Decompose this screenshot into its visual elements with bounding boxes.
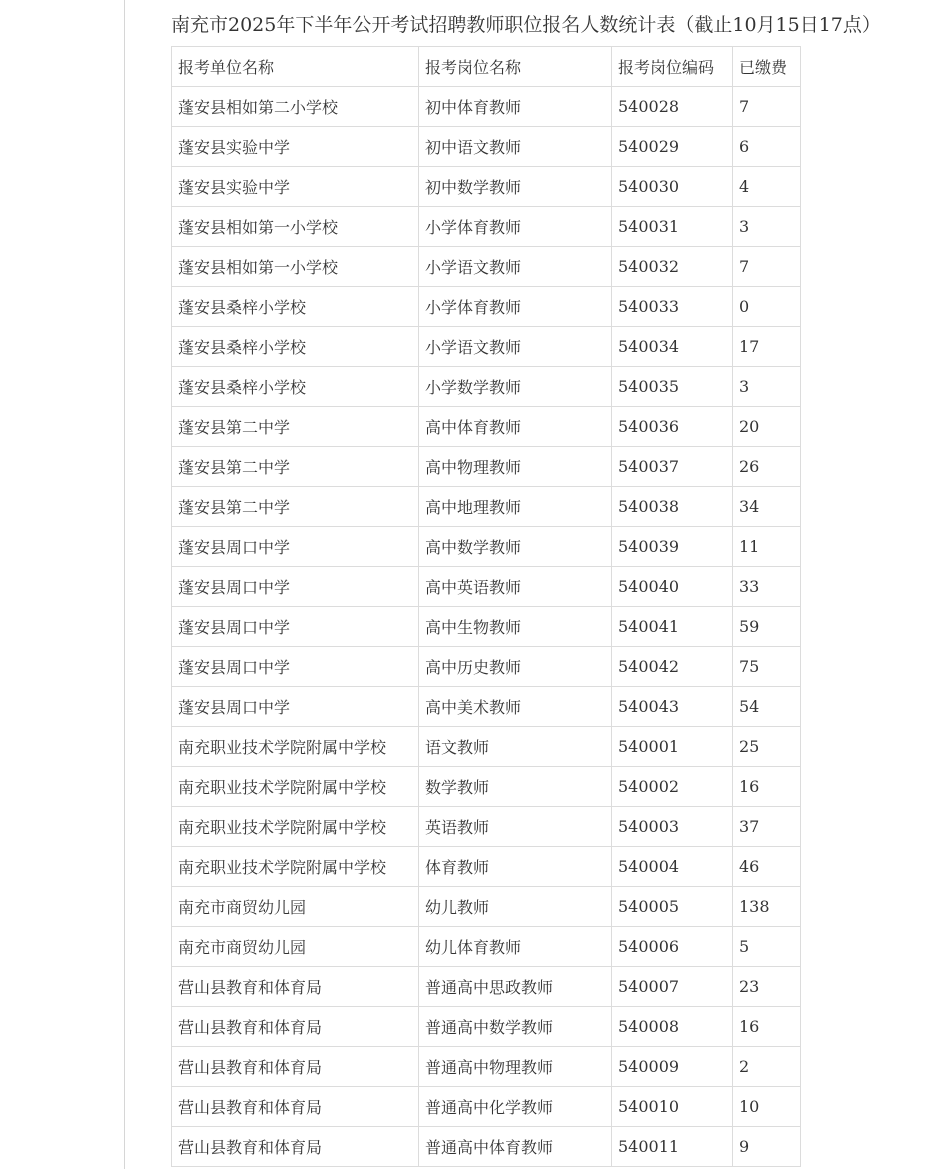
cell-paid-count: 34: [733, 487, 801, 527]
cell-unit-name: 营山县教育和体育局: [172, 1047, 419, 1087]
cell-position-code: 540005: [612, 887, 733, 927]
table-row: [172, 447, 801, 487]
cell-paid-count: 16: [733, 767, 801, 807]
cell-position-name: 高中数学教师: [419, 527, 612, 567]
cell-position-code: 540039: [612, 527, 733, 567]
cell-paid-count: 3: [733, 207, 801, 247]
table-row: [172, 847, 801, 887]
cell-paid-count: 4: [733, 167, 801, 207]
cell-paid-count: 2: [733, 1047, 801, 1087]
table-row: [172, 167, 801, 207]
cell-position-code: 540043: [612, 687, 733, 727]
cell-position-code: 540040: [612, 567, 733, 607]
cell-position-name: 幼儿教师: [419, 887, 612, 927]
cell-position-code: 540037: [612, 447, 733, 487]
cell-position-name: 体育教师: [419, 847, 612, 887]
cell-position-code: 540008: [612, 1007, 733, 1047]
table-row: [172, 407, 801, 447]
cell-position-code: 540011: [612, 1127, 733, 1167]
cell-paid-count: 20: [733, 407, 801, 447]
cell-unit-name: 蓬安县周口中学: [172, 567, 419, 607]
cell-unit-name: 蓬安县周口中学: [172, 687, 419, 727]
cell-unit-name: 蓬安县相如第一小学校: [172, 207, 419, 247]
cell-position-code: 540004: [612, 847, 733, 887]
cell-position-name: 高中生物教师: [419, 607, 612, 647]
cell-paid-count: 75: [733, 647, 801, 687]
table-header-row: [172, 47, 801, 87]
cell-position-code: 540032: [612, 247, 733, 287]
cell-position-name: 高中物理教师: [419, 447, 612, 487]
table-row: [172, 727, 801, 767]
cell-position-name: 小学数学教师: [419, 367, 612, 407]
table-row: [172, 927, 801, 967]
table-row: [172, 247, 801, 287]
table-row: [172, 767, 801, 807]
cell-paid-count: 9: [733, 1127, 801, 1167]
cell-unit-name: 南充职业技术学院附属中学校: [172, 727, 419, 767]
table-row: [172, 127, 801, 167]
cell-position-code: 540001: [612, 727, 733, 767]
table-row: [172, 1087, 801, 1127]
cell-position-name: 小学体育教师: [419, 207, 612, 247]
cell-position-name: 英语教师: [419, 807, 612, 847]
cell-paid-count: 5: [733, 927, 801, 967]
cell-position-code: 540036: [612, 407, 733, 447]
table-row: [172, 887, 801, 927]
table-row: [172, 287, 801, 327]
content-left-border: [124, 0, 125, 1169]
table-row: [172, 87, 801, 127]
header-unit-name: 报考单位名称: [172, 47, 419, 87]
table-row: [172, 527, 801, 567]
cell-position-name: 高中英语教师: [419, 567, 612, 607]
cell-unit-name: 营山县教育和体育局: [172, 1087, 419, 1127]
cell-position-name: 普通高中物理教师: [419, 1047, 612, 1087]
cell-position-code: 540033: [612, 287, 733, 327]
cell-paid-count: 46: [733, 847, 801, 887]
cell-position-code: 540003: [612, 807, 733, 847]
cell-position-name: 普通高中体育教师: [419, 1127, 612, 1167]
table-row: [172, 327, 801, 367]
cell-unit-name: 蓬安县相如第二小学校: [172, 87, 419, 127]
cell-unit-name: 蓬安县桑梓小学校: [172, 287, 419, 327]
cell-position-name: 小学语文教师: [419, 247, 612, 287]
table-row: [172, 1007, 801, 1047]
cell-position-code: 540031: [612, 207, 733, 247]
cell-paid-count: 16: [733, 1007, 801, 1047]
cell-unit-name: 蓬安县周口中学: [172, 607, 419, 647]
header-paid-count: 已缴费: [733, 47, 801, 87]
cell-unit-name: 蓬安县周口中学: [172, 647, 419, 687]
cell-unit-name: 蓬安县桑梓小学校: [172, 327, 419, 367]
cell-position-code: 540006: [612, 927, 733, 967]
cell-paid-count: 17: [733, 327, 801, 367]
cell-position-code: 540035: [612, 367, 733, 407]
cell-position-code: 540002: [612, 767, 733, 807]
page-title: 南充市2025年下半年公开考试招聘教师职位报名人数统计表（截止10月15日17点）: [171, 14, 881, 36]
cell-unit-name: 营山县教育和体育局: [172, 967, 419, 1007]
cell-paid-count: 23: [733, 967, 801, 1007]
cell-position-name: 普通高中数学教师: [419, 1007, 612, 1047]
cell-position-name: 高中美术教师: [419, 687, 612, 727]
cell-position-name: 普通高中思政教师: [419, 967, 612, 1007]
cell-position-name: 初中数学教师: [419, 167, 612, 207]
cell-position-name: 语文教师: [419, 727, 612, 767]
cell-position-code: 540009: [612, 1047, 733, 1087]
cell-position-code: 540038: [612, 487, 733, 527]
cell-position-code: 540007: [612, 967, 733, 1007]
table-row: [172, 1047, 801, 1087]
cell-unit-name: 南充职业技术学院附属中学校: [172, 807, 419, 847]
cell-unit-name: 蓬安县第二中学: [172, 487, 419, 527]
cell-paid-count: 37: [733, 807, 801, 847]
cell-position-name: 初中语文教师: [419, 127, 612, 167]
cell-position-code: 540041: [612, 607, 733, 647]
table-row: [172, 207, 801, 247]
table-row: [172, 567, 801, 607]
cell-position-name: 高中体育教师: [419, 407, 612, 447]
header-position-name: 报考岗位名称: [419, 47, 612, 87]
cell-unit-name: 蓬安县实验中学: [172, 127, 419, 167]
cell-unit-name: 营山县教育和体育局: [172, 1127, 419, 1167]
cell-paid-count: 138: [733, 887, 801, 927]
cell-unit-name: 蓬安县第二中学: [172, 447, 419, 487]
cell-unit-name: 南充职业技术学院附属中学校: [172, 767, 419, 807]
cell-unit-name: 蓬安县实验中学: [172, 167, 419, 207]
cell-unit-name: 蓬安县周口中学: [172, 527, 419, 567]
table-body: [172, 87, 801, 1167]
cell-position-code: 540030: [612, 167, 733, 207]
cell-paid-count: 54: [733, 687, 801, 727]
table-row: [172, 367, 801, 407]
cell-paid-count: 33: [733, 567, 801, 607]
cell-position-code: 540029: [612, 127, 733, 167]
cell-paid-count: 25: [733, 727, 801, 767]
cell-position-code: 540028: [612, 87, 733, 127]
cell-position-name: 普通高中化学教师: [419, 1087, 612, 1127]
cell-position-name: 幼儿体育教师: [419, 927, 612, 967]
cell-position-name: 小学体育教师: [419, 287, 612, 327]
cell-paid-count: 59: [733, 607, 801, 647]
table-row: [172, 687, 801, 727]
cell-paid-count: 6: [733, 127, 801, 167]
table-row: [172, 647, 801, 687]
cell-unit-name: 蓬安县相如第一小学校: [172, 247, 419, 287]
cell-position-name: 小学语文教师: [419, 327, 612, 367]
registration-stats-table: [171, 46, 801, 1167]
cell-position-name: 初中体育教师: [419, 87, 612, 127]
cell-position-code: 540042: [612, 647, 733, 687]
cell-paid-count: 26: [733, 447, 801, 487]
cell-position-name: 数学教师: [419, 767, 612, 807]
cell-unit-name: 南充职业技术学院附属中学校: [172, 847, 419, 887]
table-row: [172, 607, 801, 647]
cell-position-code: 540034: [612, 327, 733, 367]
cell-position-name: 高中历史教师: [419, 647, 612, 687]
cell-unit-name: 南充市商贸幼儿园: [172, 887, 419, 927]
table-row: [172, 807, 801, 847]
table-row: [172, 487, 801, 527]
cell-unit-name: 蓬安县桑梓小学校: [172, 367, 419, 407]
cell-unit-name: 营山县教育和体育局: [172, 1007, 419, 1047]
cell-paid-count: 10: [733, 1087, 801, 1127]
cell-paid-count: 0: [733, 287, 801, 327]
cell-position-code: 540010: [612, 1087, 733, 1127]
header-position-code: 报考岗位编码: [612, 47, 733, 87]
cell-paid-count: 7: [733, 247, 801, 287]
cell-paid-count: 3: [733, 367, 801, 407]
cell-unit-name: 南充市商贸幼儿园: [172, 927, 419, 967]
cell-position-name: 高中地理教师: [419, 487, 612, 527]
cell-paid-count: 7: [733, 87, 801, 127]
cell-unit-name: 蓬安县第二中学: [172, 407, 419, 447]
table-row: [172, 1127, 801, 1167]
cell-paid-count: 11: [733, 527, 801, 567]
table-row: [172, 967, 801, 1007]
